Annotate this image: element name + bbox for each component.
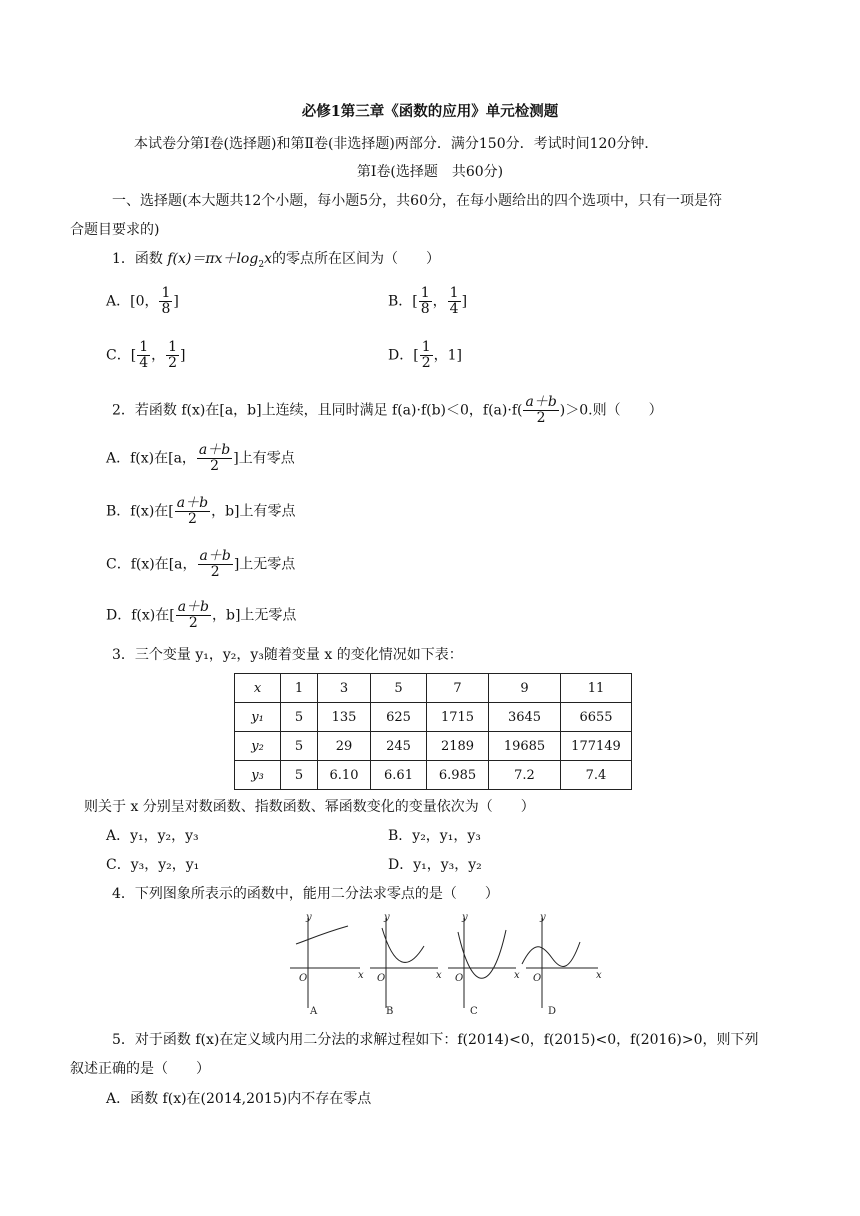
q1-option-b[interactable]: B．[ $\frac{1}{8}$ ， $\frac{1}{4}$ ]	[388, 285, 468, 317]
graph-a-caption: A	[310, 1006, 318, 1017]
table-cell: 29	[318, 732, 371, 761]
graph-b-origin: O	[377, 973, 386, 984]
table-cell: 6655	[561, 703, 632, 732]
q4-stem: 4．下列图象所表示的函数中，能用二分法求零点的是（ ）	[112, 886, 499, 902]
q3-option-d[interactable]: D．y₁，y₃，y₂	[388, 857, 482, 873]
q1-function: f(x)＝πx＋log	[167, 251, 259, 267]
table-cell: 11	[561, 674, 632, 703]
q3-option-c[interactable]: C．y₃，y₂，y₁	[106, 857, 200, 873]
table-cell: 7	[427, 674, 489, 703]
q1-option-c[interactable]: C．[ $\frac{1}{4}$ ， $\frac{1}{2}$ ]	[106, 339, 186, 371]
q1-stem-suffix: 的零点所在区间为（ ）	[271, 251, 440, 267]
part1-heading: 第Ⅰ卷(选择题 共60分)	[356, 164, 504, 180]
q3-variable-table	[234, 673, 632, 790]
graph-a-curve	[296, 926, 348, 944]
table-cell: 7.2	[489, 761, 561, 790]
q3-question: 则关于 x 分别呈对数函数、指数函数、幂函数变化的变量依次为（ ）	[84, 799, 535, 815]
intro-text: 本试卷分第Ⅰ卷(选择题)和第Ⅱ卷(非选择题)两部分．满分150分．考试时间120分钟．	[134, 136, 659, 152]
q1-stem-prefix: 1．函数	[112, 251, 168, 267]
graph-a-x-label: x	[358, 970, 364, 981]
q1-c-frac2: $\frac{1}{2}$	[168, 339, 178, 371]
q5-stem-line1: 5．对于函数 f(x)在定义域内用二分法的求解过程如下：f(2014)<0，f(2015)<0，f(2016)>0，则下列	[112, 1032, 759, 1048]
q5-stem-line2: 叙述正确的是（ ）	[70, 1061, 210, 1077]
graph-b-caption: B	[386, 1006, 394, 1017]
q1-b-frac1: $\frac{1}{8}$	[420, 285, 430, 317]
table-cell: 625	[371, 703, 427, 732]
graph-a-origin: O	[299, 973, 308, 984]
table-cell: x	[235, 674, 281, 703]
graph-d	[522, 918, 598, 1008]
table-cell: 177149	[561, 732, 632, 761]
q1-b-frac2: $\frac{1}{4}$	[449, 285, 459, 317]
q1-d-frac: $\frac{1}{2}$	[421, 339, 431, 371]
table-cell: y₁	[235, 703, 281, 732]
table-cell: 6.985	[427, 761, 489, 790]
table-row	[235, 703, 632, 732]
table-cell: 1	[281, 674, 318, 703]
q1-option-a[interactable]: A．[0， $\frac{1}{8}$ ]	[106, 285, 179, 317]
graph-b	[370, 918, 438, 1008]
q1-c-frac1: $\frac{1}{4}$	[139, 339, 149, 371]
q2-stem: 2．若函数 f(x)在[a，b]上连续，且同时满足 f(a)·f(b)＜0，f(a)·f( $\frac{a+b}{2}$ )＞0.则（ ）	[112, 394, 663, 426]
graph-b-y-label: y	[384, 912, 390, 923]
table-cell: 135	[318, 703, 371, 732]
q2-option-b[interactable]: B．f(x)在[ $\frac{a+b}{2}$ ，b]上有零点	[106, 495, 296, 527]
graph-d-y-label: y	[540, 912, 546, 923]
q3-stem: 3．三个变量 y₁，y₂，y₃随着变量 x 的变化情况如下表：	[112, 647, 463, 663]
q2-option-c[interactable]: C．f(x)在[a， $\frac{a+b}{2}$ ]上无零点	[106, 548, 296, 580]
graph-c-x-label: x	[514, 970, 520, 981]
q3-option-a[interactable]: A．y₁，y₂，y₃	[106, 828, 199, 844]
q1-stem	[112, 249, 440, 275]
table-cell: 9	[489, 674, 561, 703]
table-cell: 5	[371, 674, 427, 703]
table-cell: 7.4	[561, 761, 632, 790]
page-title: 必修1第三章《函数的应用》单元检测题	[301, 103, 559, 120]
q1-a-frac: $\frac{1}{8}$	[161, 285, 171, 317]
q2-stem-frac: $\frac{a+b}{2}$	[525, 394, 557, 426]
q1-log-base: 2	[258, 259, 265, 270]
graph-c-origin: O	[455, 973, 464, 984]
graph-d-origin: O	[533, 973, 542, 984]
table-cell: 3645	[489, 703, 561, 732]
q2-option-a[interactable]: A．f(x)在[a， $\frac{a+b}{2}$ ]上有零点	[106, 442, 295, 474]
table-cell: 2189	[427, 732, 489, 761]
section-heading-line2: 合题目要求的)	[70, 222, 160, 238]
graph-b-x-label: x	[436, 970, 442, 981]
q5-option-a[interactable]: A．函数 f(x)在(2014,2015)内不存在零点	[106, 1091, 372, 1107]
table-cell: 6.61	[371, 761, 427, 790]
table-cell: 1715	[427, 703, 489, 732]
q2-option-d[interactable]: D．f(x)在[ $\frac{a+b}{2}$ ，b]上无零点	[106, 599, 297, 631]
graph-d-x-label: x	[596, 970, 602, 981]
q4-graphs-figure	[286, 910, 606, 1020]
q1-a-label: A．[0，	[106, 293, 159, 310]
graph-c	[448, 918, 516, 1008]
graph-a	[290, 918, 360, 1008]
graph-b-curve	[382, 928, 424, 962]
graph-d-curve	[522, 942, 580, 966]
table-cell: y₃	[235, 761, 281, 790]
table-cell: 6.10	[318, 761, 371, 790]
table-header-row	[235, 674, 632, 703]
table-cell: 5	[281, 703, 318, 732]
table-row	[235, 761, 632, 790]
table-cell: y₂	[235, 732, 281, 761]
section-heading-line1: 一、选择题(本大题共12个小题，每小题5分，共60分，在每小题给出的四个选项中，只有一项是符	[112, 193, 722, 209]
graph-a-y-label: y	[306, 912, 312, 923]
graph-c-y-label: y	[462, 912, 468, 923]
table-row	[235, 732, 632, 761]
graph-d-caption: D	[548, 1006, 557, 1017]
table-cell: 5	[281, 732, 318, 761]
q1-log-arg: x	[264, 251, 272, 267]
table-cell: 5	[281, 761, 318, 790]
graph-c-caption: C	[470, 1006, 478, 1017]
table-cell: 3	[318, 674, 371, 703]
q3-option-b[interactable]: B．y₂，y₁，y₃	[388, 828, 481, 844]
table-cell: 245	[371, 732, 427, 761]
q1-option-d[interactable]: D．[ $\frac{1}{2}$ ，1]	[388, 339, 462, 371]
table-cell: 19685	[489, 732, 561, 761]
graph-c-curve	[458, 930, 506, 978]
